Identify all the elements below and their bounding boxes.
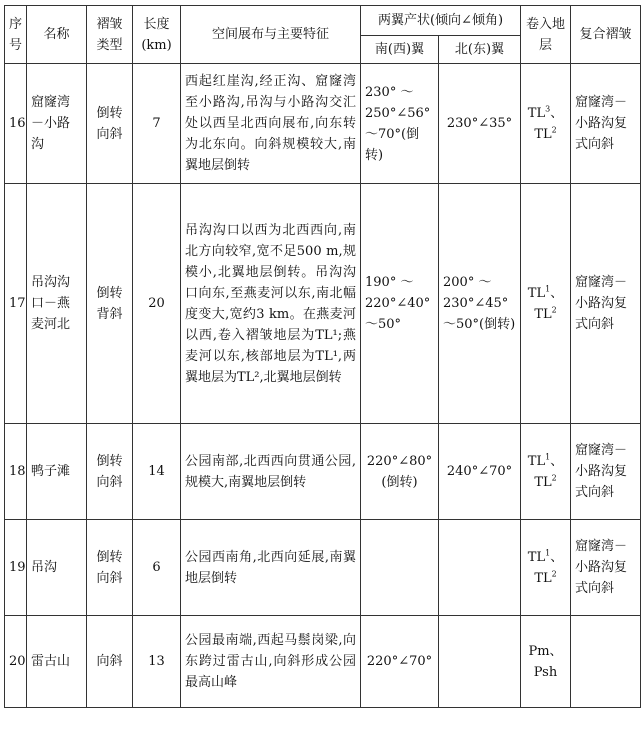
strata-a: TL <box>527 453 546 469</box>
cell-composite: 窟窿湾－小路沟复式向斜 <box>571 520 641 616</box>
cell-strata: Pm、 Psh <box>521 616 571 708</box>
cell-index: 20 <box>5 616 27 708</box>
cell-name: 鸭子滩 <box>27 424 87 520</box>
strata-a: TL <box>527 105 546 121</box>
cell-length: 6 <box>133 520 181 616</box>
cell-description: 吊沟沟口以西为北西西向,南北方向较窄,宽不足500 m,规模小,北翼地层倒转。吊沟沟口向东,至燕麦河以东,南北幅度变大,宽约3 km。在燕麦河以西,卷入褶皱地层为TL¹;燕麦河以东,核部地层为TL¹,两翼地层为TL²,北翼地层倒转 <box>181 184 361 424</box>
cell-length: 14 <box>133 424 181 520</box>
cell-fold-type: 倒转背斜 <box>87 184 133 424</box>
cell-fold-type: 向斜 <box>87 616 133 708</box>
cell-north-limb: 240°∠70° <box>439 424 521 520</box>
table-row <box>5 424 641 520</box>
cell-south-limb: 220°∠80°(倒转) <box>361 424 439 520</box>
cell-north-limb <box>439 520 521 616</box>
cell-fold-type: 倒转向斜 <box>87 424 133 520</box>
cell-strata: $TL^3$、 $TL^2$ <box>521 64 571 184</box>
fold-table <box>4 5 641 708</box>
strata-b-sup: 2 <box>551 305 557 315</box>
strata-a-sup: 1 <box>545 284 551 294</box>
cell-index: 18 <box>5 424 27 520</box>
cell-name: 窟窿湾－小路沟 <box>27 64 87 184</box>
cell-description: 公园南部,北西西向贯通公园,规模大,南翼地层倒转 <box>181 424 361 520</box>
header-name: 名称 <box>27 6 87 64</box>
header-length: 长度(km) <box>133 6 181 64</box>
strata-b: TL <box>534 126 552 142</box>
table-row <box>5 616 641 708</box>
cell-strata: $TL^1$、 $TL^2$ <box>521 520 571 616</box>
table-row <box>5 184 641 424</box>
strata-a: TL <box>527 285 546 301</box>
cell-index: 17 <box>5 184 27 424</box>
cell-north-limb <box>439 616 521 708</box>
strata-b-sup: 2 <box>551 125 557 135</box>
cell-strata: $TL^1$、 $TL^2$ <box>521 424 571 520</box>
cell-strata: $TL^1$、 $TL^2$ <box>521 184 571 424</box>
header-composite: 复合褶皱 <box>571 6 641 64</box>
cell-composite <box>571 616 641 708</box>
strata-a: TL <box>527 549 546 565</box>
cell-north-limb: 230°∠35° <box>439 64 521 184</box>
cell-length: 20 <box>133 184 181 424</box>
table-row <box>5 520 641 616</box>
cell-fold-type: 倒转向斜 <box>87 64 133 184</box>
header-south-limb: 南(西)翼 <box>361 36 439 64</box>
header-strata: 卷入地层 <box>521 6 571 64</box>
cell-description: 公园西南角,北西向延展,南翼地层倒转 <box>181 520 361 616</box>
strata-b: TL <box>534 570 552 586</box>
cell-index: 16 <box>5 64 27 184</box>
table-row <box>5 64 641 184</box>
cell-length: 7 <box>133 64 181 184</box>
strata-a: Pm <box>528 643 550 659</box>
strata-b: TL <box>534 306 552 322</box>
cell-composite: 窟窿湾－小路沟复式向斜 <box>571 184 641 424</box>
header-index: 序号 <box>5 6 27 64</box>
cell-description: 西起红崖沟,经正沟、窟窿湾至小路沟,吊沟与小路沟交汇处以西呈北西向展布,向东转为北东向。向斜规模较大,南翼地层倒转 <box>181 64 361 184</box>
strata-b: TL <box>534 474 552 490</box>
strata-b-sup: 2 <box>551 473 557 483</box>
strata-b-sup: 2 <box>551 569 557 579</box>
strata-a-sup: 3 <box>545 104 551 114</box>
strata-a-sup: 1 <box>545 548 551 558</box>
cell-name: 吊沟 <box>27 520 87 616</box>
cell-north-limb: 200° ～230°∠45° ～50°(倒转) <box>439 184 521 424</box>
cell-composite: 窟窿湾－小路沟复式向斜 <box>571 64 641 184</box>
header-spatial: 空间展布与主要特征 <box>181 6 361 64</box>
header-north-limb: 北(东)翼 <box>439 36 521 64</box>
cell-south-limb: 220°∠70° <box>361 616 439 708</box>
header-limbs: 两翼产状(倾向∠倾角) <box>361 6 521 36</box>
cell-south-limb: 190° ～220°∠40°～50° <box>361 184 439 424</box>
strata-b: Psh <box>533 664 558 680</box>
cell-index: 19 <box>5 520 27 616</box>
cell-fold-type: 倒转向斜 <box>87 520 133 616</box>
cell-name: 吊沟沟口－燕麦河北 <box>27 184 87 424</box>
cell-description: 公园最南端,西起马鬃岗梁,向东跨过雷古山,向斜形成公园最高山峰 <box>181 616 361 708</box>
cell-south-limb <box>361 520 439 616</box>
cell-length: 13 <box>133 616 181 708</box>
strata-a-sup: 1 <box>545 452 551 462</box>
cell-name: 雷古山 <box>27 616 87 708</box>
cell-composite: 窟窿湾－小路沟复式向斜 <box>571 424 641 520</box>
header-fold-type: 褶皱类型 <box>87 6 133 64</box>
cell-south-limb: 230° ～250°∠56° ～70°(倒转) <box>361 64 439 184</box>
